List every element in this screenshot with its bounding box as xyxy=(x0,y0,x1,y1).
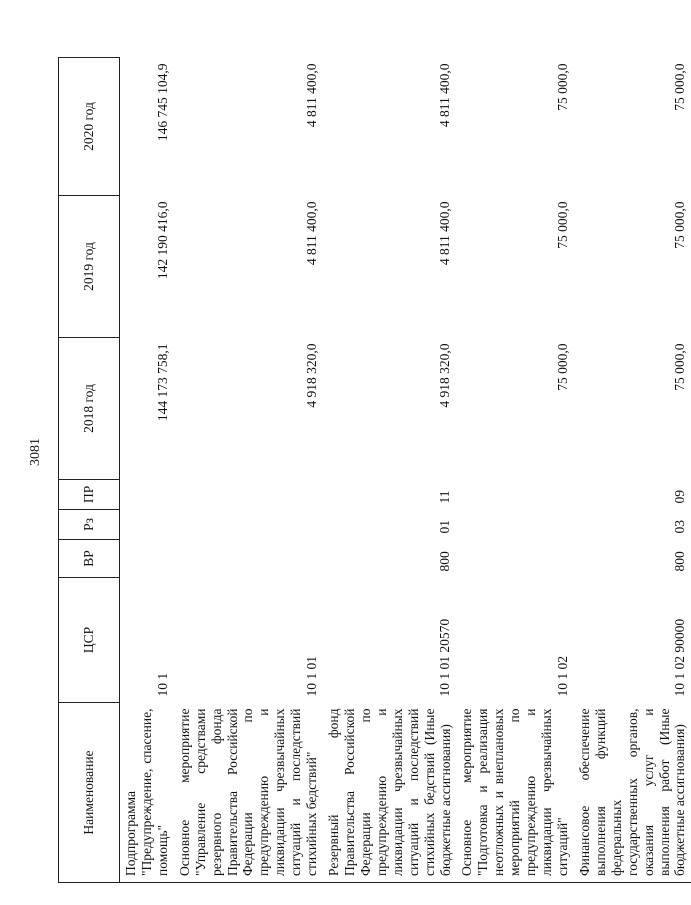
header-rz: Рз xyxy=(59,510,120,540)
table-row xyxy=(456,58,573,883)
header-vr: ВР xyxy=(59,540,120,578)
row-vr: 800 xyxy=(437,551,453,572)
header-row xyxy=(59,58,120,883)
table-row xyxy=(574,58,691,883)
row-vr xyxy=(120,540,174,578)
row-2019: 4 811 400,0 xyxy=(437,201,453,266)
page-number: 3081 xyxy=(28,438,43,466)
row-2018: 144 173 758,1 xyxy=(154,343,170,422)
row-vr xyxy=(174,540,323,578)
header-name: Наименование xyxy=(59,703,120,883)
header-pr: ПР xyxy=(59,480,120,510)
row-2020: 146 745 104,9 xyxy=(154,63,170,142)
row-pr xyxy=(174,480,323,510)
row-name: Подпрограмма "Предупреждение, спасение, помощь" xyxy=(120,703,174,883)
row-rz: 01 xyxy=(437,520,453,534)
table-row xyxy=(120,58,174,883)
row-name: Основное мероприятие "Управление средствами резервного фонда Правительства Российской Федерации по предупреждению и ликвидации чрезвычайных ситуаций и последствий стихийных бедствий" xyxy=(174,703,323,883)
header-csr: ЦСР xyxy=(59,578,120,703)
row-rz xyxy=(174,510,323,540)
row-2020: 4 811 400,0 xyxy=(437,63,453,128)
row-pr: 11 xyxy=(437,490,453,504)
row-pr: 09 xyxy=(672,490,688,504)
row-2019: 75 000,0 xyxy=(554,201,570,249)
table-row xyxy=(174,58,323,883)
row-2018: 75 000,0 xyxy=(554,343,570,391)
row-2020: 4 811 400,0 xyxy=(304,63,320,128)
row-vr xyxy=(456,540,573,578)
row-2019: 75 000,0 xyxy=(672,201,688,249)
row-csr: 10 1 02 90000 xyxy=(672,618,688,697)
row-pr xyxy=(120,480,174,510)
row-csr: 10 1 02 xyxy=(554,656,570,697)
row-name: Основное мероприятие "Подготовка и реализация неотложных и внеплановых мероприятий по предупреждению и ликвидации чрезвычайных ситуаций" xyxy=(456,703,573,883)
rotated-page-viewport xyxy=(58,58,688,883)
row-csr: 10 1 01 20570 xyxy=(437,618,453,697)
row-2020: 75 000,0 xyxy=(554,63,570,111)
row-rz xyxy=(120,510,174,540)
row-pr xyxy=(456,480,573,510)
row-rz xyxy=(456,510,573,540)
budget-table xyxy=(58,57,691,883)
table-row xyxy=(323,58,456,883)
row-2019: 142 190 416,0 xyxy=(154,201,170,280)
row-2018: 4 918 320,0 xyxy=(304,343,320,408)
row-2020: 75 000,0 xyxy=(672,63,688,111)
header-2019: 2019 год xyxy=(59,196,120,338)
row-csr: 10 1 01 xyxy=(304,656,320,697)
row-name: Резервный фонд Правительства Российской Федерации по предупреждению и ликвидации чрезвычайных ситуаций и последствий стихийных бедствий (Иные бюджетные ассигнования) xyxy=(323,703,456,883)
rotated-table-canvas xyxy=(58,58,688,883)
row-csr: 10 1 xyxy=(154,672,170,697)
row-name: Финансовое обеспечение выполнения функций федеральных государственных органов, оказания услуг и выполнения работ (Иные бюджетные ассигнования) xyxy=(574,703,691,883)
row-vr: 800 xyxy=(672,551,688,572)
header-2018: 2018 год xyxy=(59,338,120,480)
header-2020: 2020 год xyxy=(59,58,120,196)
row-2019: 4 811 400,0 xyxy=(304,201,320,266)
row-2018: 75 000,0 xyxy=(672,343,688,391)
row-rz: 03 xyxy=(672,520,688,534)
row-2018: 4 918 320,0 xyxy=(437,343,453,408)
